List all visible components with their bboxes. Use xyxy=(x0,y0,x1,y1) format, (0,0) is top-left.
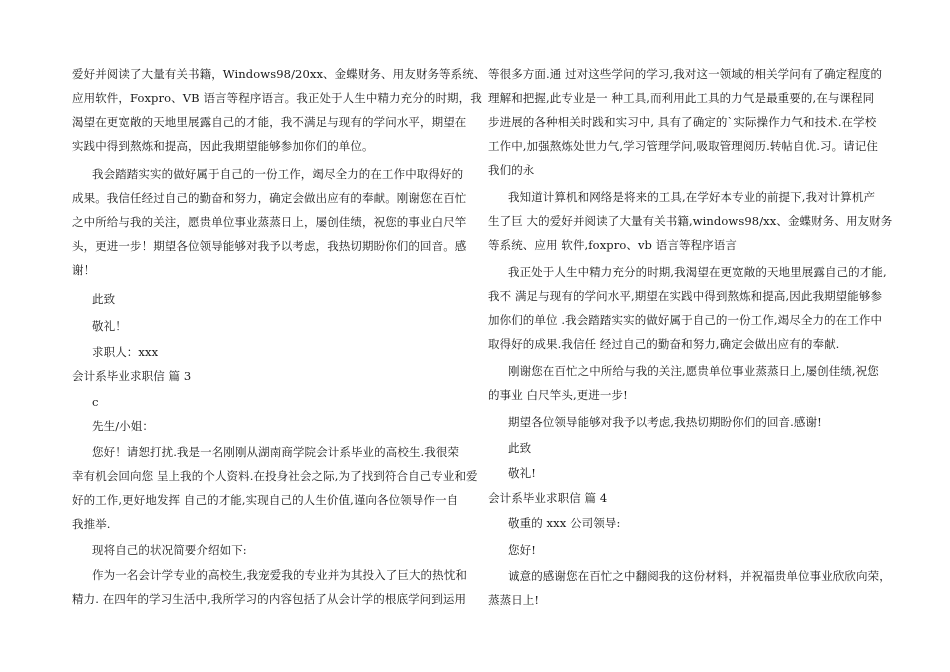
paragraph-start-line: 刚谢您在百忙之中所给与我的关注,愿贵单位事业蒸蒸日上,屡创佳绩,祝您 xyxy=(508,364,879,378)
text-line: 取得好的成果.我信任 经过自己的勤奋和努力,确定会做出应有的奉献. xyxy=(488,337,840,351)
text-line: 头，更进一步！期望各位领导能够对我予以考虑，我热切期盼你们的回音。感 xyxy=(72,239,467,253)
signature-line: 求职人：xxx xyxy=(92,345,159,359)
greeting-line: 敬重的 xxx 公司领导: xyxy=(508,516,621,530)
text-line: 等系统、应用 软件,foxpro、vb 语言等程序语言 xyxy=(488,238,737,252)
paragraph-start-line: 我会踏踏实实的做好属于自己的一份工作，竭尽全力的在工作中取得好的 xyxy=(92,167,464,181)
paragraph-start-line: 期望各位领导能够对我予以考虑,我热切期盼你们的回音.感谢! xyxy=(508,415,822,429)
text-line: 我不 满足与现有的学问水平,期望在实践中得到熬炼和提高,因此我期望能够参 xyxy=(488,289,883,303)
closing-line: 此致 xyxy=(508,441,532,455)
text-line: 之中所给与我的关注，愿贵单位事业蒸蒸日上，屡创佳绩，祝您的事业白尺竿 xyxy=(72,215,467,229)
text-line: 成果。我信任经过自己的勤奋和努力，确定会做出应有的奉献。刚谢您在百忙 xyxy=(72,191,467,205)
text-line: 实践中得到熬炼和提高，因此我期望能够参加你们的单位。 xyxy=(72,139,374,153)
text-line: 我推举. xyxy=(72,517,111,531)
text-line: 等很多方面.通 过对这些学问的学习,我对这一领域的相关学问有了确定程度的 xyxy=(488,67,883,81)
paragraph-start-line: 作为一名会计学专业的高校生,我宠爱我的专业并为其投入了巨大的热忱和 xyxy=(92,568,467,582)
text-line: 加你们的单位 .我会踏踏实实的做好属于自己的一份工作,竭尽全力的在工作中 xyxy=(488,313,883,327)
paragraph-start-line: 您好！请恕打扰.我是一名刚刚从湖南商学院会计系毕业的高校生.我很荣 xyxy=(92,445,460,459)
salutation-line: 敬礼! xyxy=(508,466,536,480)
text-line: 渴望在更宽敞的天地里展露自己的才能，我不满足与现有的学问水平，期望在 xyxy=(72,115,467,129)
text-line: 精力. 在四年的学习生活中,我所学习的内容包括了从会计学的根底学问到运用 xyxy=(72,592,467,606)
paragraph-start-line: 我知道计算机和网络是将来的工具,在学好本专业的前提下,我对计算机产 xyxy=(508,190,876,204)
text-line: 我们的永 xyxy=(488,163,535,177)
text-line: 爱好并阅读了大量有关书籍，Windows98/20xx、金蝶财务、用友财务等系统、 xyxy=(72,67,486,81)
text-line: 应用软件，Foxpro、VB 语言等程序语言。我正处于人生中精力充分的时期，我 xyxy=(72,91,482,105)
section-heading: 会计系毕业求职信 篇 3 xyxy=(72,369,192,383)
text-line: 蒸蒸日上! xyxy=(488,593,540,607)
text-line: 工作中,加强熬炼处世力气,学习管理学问,吸取管理阅历.转帖自优.习。请记住 xyxy=(488,139,878,153)
paragraph-start-line: 现将自己的状况简要介绍如下: xyxy=(92,543,247,557)
text-line: 幸有机会回向您 呈上我的个人资料.在投身社会之际,为了找到符合自己专业和爱 xyxy=(72,469,478,483)
salutation-line: 敬礼！ xyxy=(92,319,127,333)
greeting-line: 您好! xyxy=(508,543,536,557)
section-heading: 会计系毕业求职信 篇 4 xyxy=(488,491,608,505)
text-line: 生了巨 大的爱好并阅读了大量有关书籍,windows98/xx、金蝶财务、用友财务 xyxy=(488,214,893,228)
text-line: 理解和把握,此专业是一 种工具,而利用此工具的力气是最重要的,在与课程同 xyxy=(488,91,875,105)
greeting-line: 先生/小姐： xyxy=(92,419,154,433)
closing-line: 此致 xyxy=(92,292,116,306)
text-line: 的事业 白尺竿头,更进一步! xyxy=(488,388,628,402)
text-line: c xyxy=(92,395,99,409)
paragraph-start-line: 诚意的感谢您在百忙之中翻阅我的这份材料，并祝福贵单位事业欣欣向荣， xyxy=(508,569,891,583)
text-line: 谢！ xyxy=(72,263,96,277)
text-line: 步进展的各种相关时践和实习中, 具有了确定的`实际操作力气和技术.在学校 xyxy=(488,115,877,129)
text-line: 好的工作,更好地发挥 自己的才能,实现自己的人生价值,谨向各位领导作一自 xyxy=(72,493,459,507)
paragraph-start-line: 我正处于人生中精力充分的时期,我渴望在更宽敞的天地里展露自己的才能, xyxy=(508,265,887,279)
